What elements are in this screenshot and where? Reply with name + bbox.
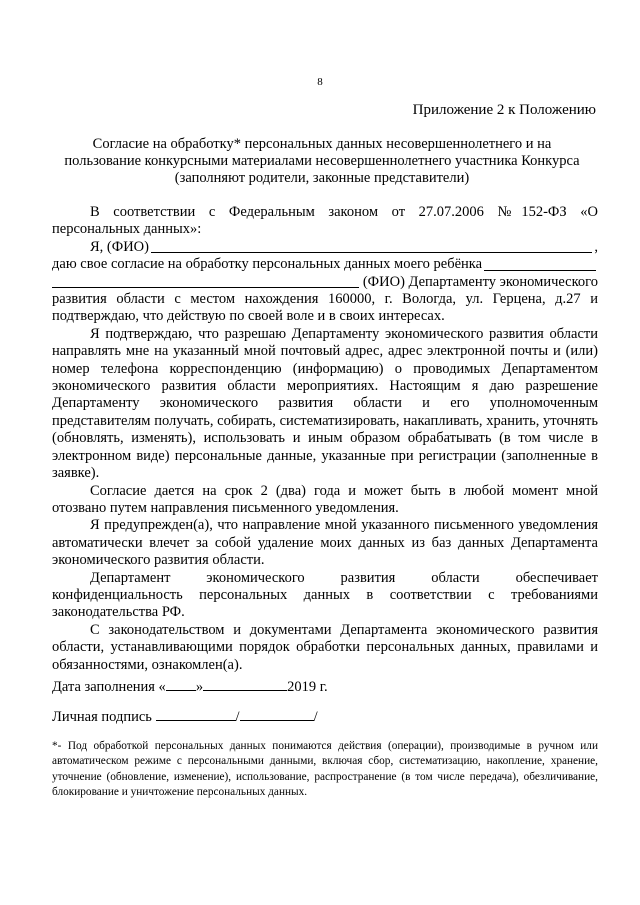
child-fio-line [52,274,598,291]
date-month-field[interactable] [203,677,287,691]
annex-heading: Приложение 2 к Положению [412,102,596,118]
paragraph-term: Согласие дается на срок 2 (два) года и может быть в любой момент мной отозвано путем направления письменного уведомления. [52,482,598,516]
document-title [52,136,592,187]
parent-fio-comma: , [594,238,598,255]
signature-sep-1: / [235,709,240,725]
parent-fio-field[interactable] [151,239,592,253]
consent-text: даю свое согласие на обработку персональных данных моего ребёнка [52,256,483,273]
date-mid: » [195,679,204,695]
signature-sep-2: / [313,709,318,725]
child-fio-dept-text: (ФИО) Департаменту экономического [362,273,598,290]
title-line-3: (заполняют родители, законные представители) [174,170,470,186]
date-suffix: 2019 г. [287,679,328,695]
child-name-field-2[interactable] [52,274,359,288]
paragraph-acknowledgement: С законодательством и документами Департамента экономического развития области, устанавливающими порядок обработки персональных данных, правилами и обязанностями, ознакомлен(а). [52,621,598,673]
date-day-field[interactable] [166,677,196,691]
paragraph-law-reference: В соответствии с Федеральным законом от 27.07.2006 №152-ФЗ «О персональных данных»: [52,204,598,238]
signature-label: Личная подпись [52,709,152,725]
paragraph-confidentiality: Департамент экономического развития области обеспечивает конфиденциальность персональных данных в соответствии с требованиями законодательства РФ. [52,569,598,621]
consent-body [52,204,598,674]
signature-field[interactable] [156,707,236,721]
footnote: *- Под обработкой персональных данных понимаются действия (операции), производимые в ручном или автоматическом режиме с персональными данными, включая сбор, систематизацию, накопление, хранение, уточнение (обновление, изменение), использование, распространение (в том числе передача), обезличивание, блокирование и уничтожение персональных данных. [52,740,598,798]
title-line-1: Согласие на обработку* персональных данных несовершеннолетнего и на [92,136,552,152]
signature-name-field[interactable] [240,707,314,721]
paragraph-confirm: Я подтверждаю, что разрешаю Департаменту экономического развития области направлять мне на указанный мной почтовый адрес, адрес электронной почты и (или) номер телефона корреспонденцию (информацию) о проводимых Департаментом экономического развития области мероприятиях. Настоящим я даю разрешение Департаменту экономического развития области и его уполномоченным представителям получать, собирать, систематизировать, накапливать, хранить, уточнять (обновлять, изменять), использовать и иным образом обрабатывать (в том числе в электронном виде) персональные данные, указанные при регистрации (заполненные в заявке). [52,325,598,482]
date-prefix: Дата заполнения « [52,679,166,695]
title-line-2: пользование конкурсными материалами несовершеннолетнего участника Конкурса [64,153,580,169]
signature-line [52,707,318,726]
parent-fio-line [52,239,598,256]
consent-line [52,256,598,273]
parent-fio-label: Я, (ФИО) [90,238,149,255]
page-number: 8 [317,76,323,88]
date-line [52,677,328,696]
paragraph-warning: Я предупрежден(а), что направление мной указанного письменного уведомления автоматически влечет за собой удаление моих данных из баз данных Департамента экономического развития области. [52,517,598,569]
paragraph-location: развития области с местом нахождения 160000, г. Вологда, ул. Герцена, д.27 и подтверждаю, что действую по своей воле и в своих интересах. [52,291,598,325]
child-name-field-1[interactable] [484,257,596,271]
